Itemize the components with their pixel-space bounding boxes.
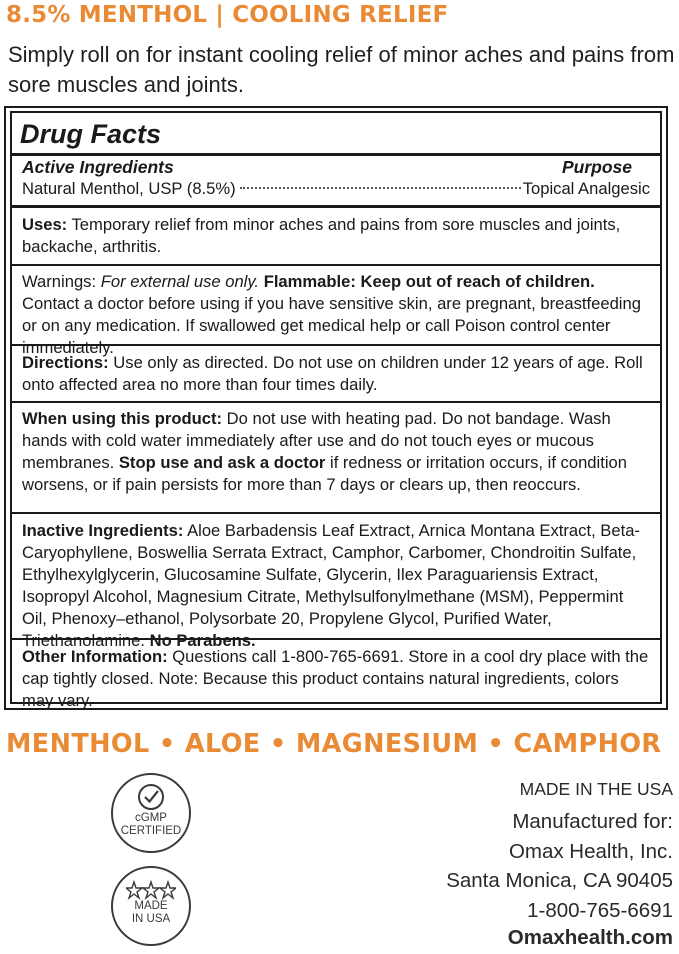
uses-label: Uses: [22,215,68,234]
when-using-label: When using this product: [22,409,223,428]
other-label: Other Information: [22,647,168,666]
inactive-text: Aloe Barbadensis Leaf Extract, Arnica Montana Extract, Beta-Caryophyllene, Boswellia Serrata Extract, Camphor, Carbomer, Chondroitin Sulfate, Ethylhexylglycerin, Glucosamine Sulfate, Glycerin, Ilex Paraguariensis Extract, Isopropyl Alcohol, Magnesium Citrate, Methylsulfonylmethane (MSM), Peppermint Oil, Phenoxy–ethanol, Polysorbate 20, Propylene Glycol, Purified Water, Triethanolamine. [22,521,640,650]
directions-text: Use only as directed. Do not use on children under 12 years of age. Roll onto affected area no more than four times daily. [22,353,643,394]
dot-leader [240,187,521,189]
active-ingredient: Natural Menthol, USP (8.5%) [22,179,236,198]
active-purpose: Topical Analgesic [522,179,650,198]
checkmark-icon [136,782,166,812]
stop-use-label: Stop use and ask a doctor [118,453,326,472]
inactive-label: Inactive Ingredients: [22,521,184,540]
headline: 8.5% MENTHOL | COOLING RELIEF [6,2,449,28]
cgmp-badge [111,773,191,853]
usa-line2: IN USA [131,913,171,925]
stop-use-text: if redness or irritation occurs, if condition worsens, or if pain persists for more than 7 days or clears up, then reoccurs. [22,453,627,494]
inactive-ingredients-section [12,514,660,650]
usa-line1: MADE [134,900,168,912]
warnings-label: Warnings: [22,272,97,291]
other-text: Questions call 1-800-765-6691. Store in a cool dry place with the cap tightly closed. Note: Because this product contains natural ingredients, colors may vary. [22,647,649,710]
cgmp-line1: cGMP [135,812,167,824]
uses-section [12,208,660,266]
warnings-external: For external use only. [100,272,260,291]
directions-label: Directions: [22,353,109,372]
company-website: Omaxhealth.com [507,926,673,949]
cgmp-line2: CERTIFIED [120,825,182,837]
stars-icon [126,880,176,900]
warnings-text: Contact a doctor before using if you have sensitive skin, are pregnant, breastfeeding or on any medication. If swallowed get medical help or call Poison control center immediately. [22,294,641,357]
company-phone: 1-800-765-6691 [527,898,673,922]
when-using-text: Do not use with heating pad. Do not bandage. Wash hands with cold water immediately after use and do not touch eyes or mucous membranes. [22,409,611,472]
drug-facts-title: Drug Facts [12,113,660,156]
directions-section [12,346,660,403]
company-name: Omax Health, Inc. [508,839,673,863]
company-city: Santa Monica, CA 90405 [446,869,673,892]
purpose-heading: Purpose [561,157,632,177]
warnings-section [12,266,660,357]
manufactured-for-label: Manufactured for: [512,810,673,833]
active-ingredients-header [22,157,650,178]
uses-text: Temporary relief from minor aches and pains from sore muscles and joints, backache, arthritis. [22,215,621,256]
other-information-section [12,640,660,710]
no-parabens: No Parabens. [149,631,256,650]
active-ingredients-heading: Active Ingredients [22,157,174,177]
active-ingredient-row [22,178,650,200]
made-in-usa-text: MADE IN THE USA [519,779,673,799]
ingredients-banner: MENTHOL • ALOE • MAGNESIUM • CAMPHOR [6,729,662,759]
warnings-flammable: Flammable: Keep out of reach of children. [263,272,595,291]
when-using-section [12,403,660,514]
drug-facts-inner [10,111,662,710]
active-ingredients-section [12,156,660,208]
drug-facts-panel [4,106,668,710]
manufacturer-block [353,777,673,951]
made-in-usa-badge [111,866,191,946]
intro-text: Simply roll on for instant cooling relief of minor aches and pains from sore muscles and joints. [8,42,675,97]
